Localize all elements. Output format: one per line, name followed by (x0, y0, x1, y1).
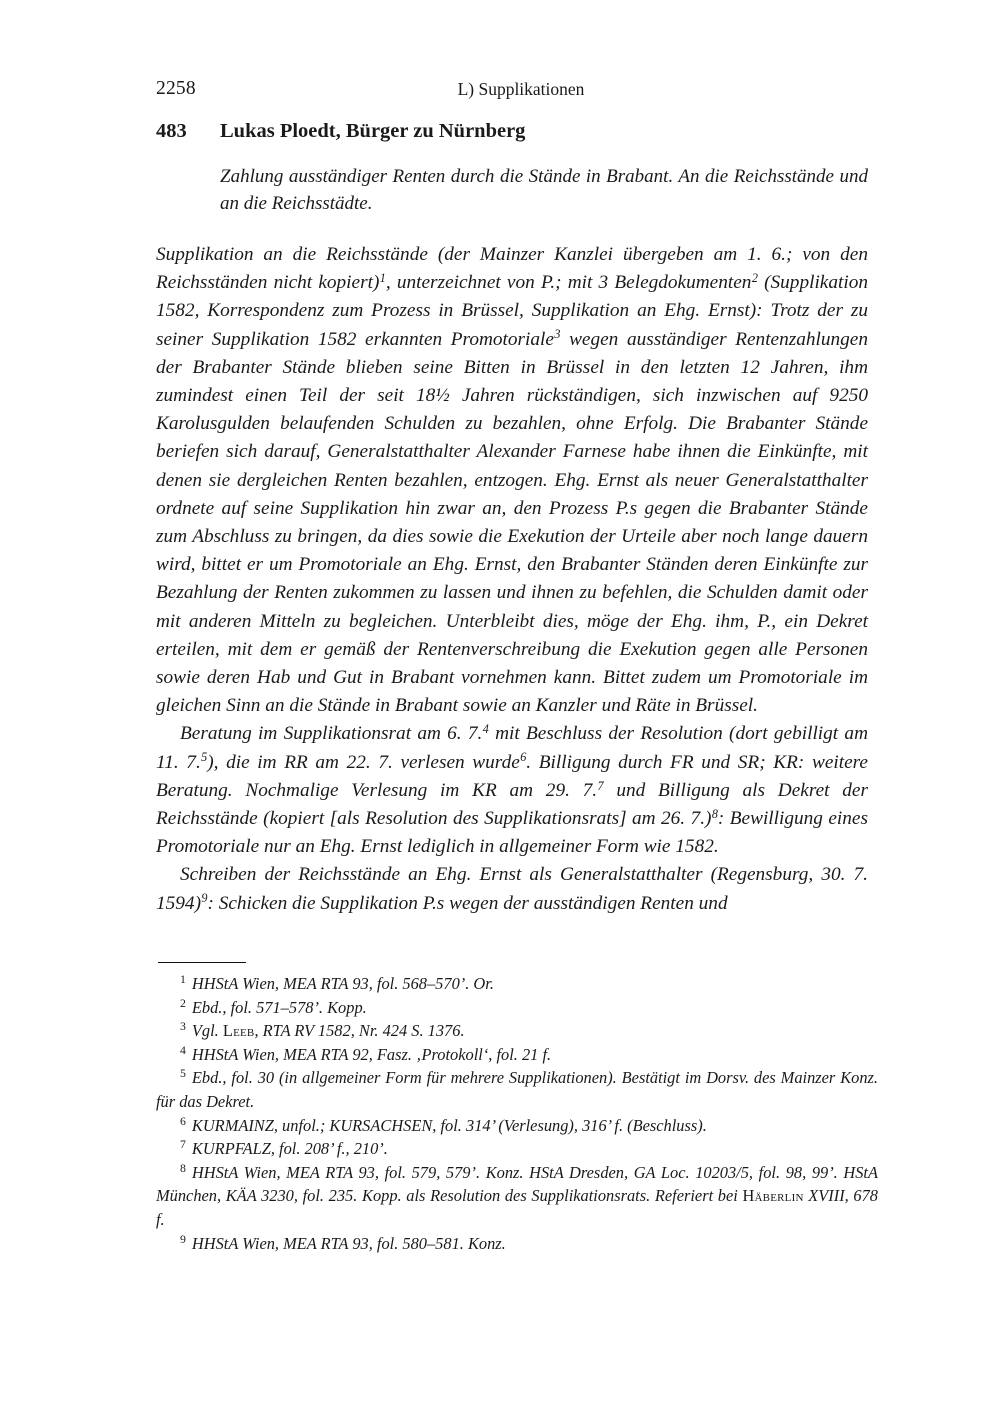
footnote-text: Ebd., fol. 30 (in allgemeiner Form für mehrere Supplikationen). Bestätigt im Dorsv. des Mainzer Konz. für das Dekret. (156, 1068, 878, 1111)
footnote-text: HHStA Wien, MEA RTA 93, fol. 568–570’. Or. (191, 974, 494, 993)
footnote-text: HHStA Wien, MEA RTA 92, Fasz. ‚Protokoll‘, fol. 21 f. (191, 1044, 552, 1064)
footnote-marker: 7 (180, 1137, 186, 1152)
entry-number: 483 (156, 120, 187, 142)
footnote-text: KURPFALZ, fol. 208’ f., 210’. (191, 1139, 388, 1159)
footnote-5 (156, 1066, 878, 1113)
footnote-7 (156, 1137, 878, 1161)
footnote-marker: 4 (180, 1042, 186, 1057)
entry-body (156, 241, 868, 918)
footnote-4 (156, 1043, 878, 1067)
footnote-8 (156, 1161, 878, 1232)
footnote-marker: 6 (180, 1113, 186, 1128)
footnote-3 (156, 1019, 878, 1043)
body-paragraph-2: Beratung im Supplikationsrat am 6. 7.$^4$ mit Beschluss der Resolution (dort gebilligt am 11. 7.$^5$), die im RR am 22. 7. verlesen wurde$^6$. Billigung durch FR und SR; KR: weitere Beratung. Nochmalige Verlesung im KR am 29. 7.$^7$ und Billigung als Dekret der Reichsstände (kopiert [als Resolution des Supplikationsrats] am 26. 7.)$^8$: Bewilligung eines Promotoriale nur an Ehg. Ernst lediglich in allgemeiner Form wie 1582. (156, 722, 868, 858)
footnote-marker: 8 (180, 1160, 186, 1175)
page-content (156, 72, 868, 918)
footnote-marker: 5 (180, 1066, 186, 1081)
page-number: 2258 (156, 78, 196, 99)
footnote-text: KURMAINZ, unfol.; KURSACHSEN, fol. 314’ (Verlesung), 316’ f. (Beschluss). (191, 1115, 707, 1135)
entry-regest: Zahlung ausständiger Renten durch die Stände in Brabant. An die Reichsstände und an die Reichsstädte. (220, 166, 868, 214)
footnote-list (156, 972, 878, 1255)
body-paragraph-1: Supplikation an die Reichsstände (der Mainzer Kanzlei übergeben am 1. 6.; von den Reichsständen nicht kopiert)$^1$, unterzeichnet von P.; mit 3 Belegdokumenten$^2$ (Supplikation 1582, Korrespondenz zum Prozess in Brüssel, Supplikation an Ehg. Ernst): Trotz der zu seiner Supplikation 1582 erkannten Promotoriale$^3$ wegen ausständiger Rentenzahlungen der Brabanter Stände blieben seine Bitten in Brüssel in den letzten 12 Jahren, ihm zumindest einen Teil der seit 18½ Jahren rückständigen, sich inzwischen auf 9250 Karolusgulden belaufenden Schulden zu bezahlen, ohne Erfolg. Die Brabanter Stände beriefen sich darauf, Generalstatthalter Alexander Farnese habe ihnen die Einkünfte, mit denen sie dergleichen Renten bezahlen, entzogen. Ehg. Ernst als neuer Generalstatthalter ordnete auf seine Supplikation hin zwar an, den Prozess P.s gegen die Brabanter Stände zum Abschluss zu bringen, da dies sowie die Exekution der Urteile aber noch lange dauern wird, bittet er um Promotoriale an Ehg. Ernst, den Brabanter Ständen deren Einkünfte zur Bezahlung der Renten zukommen zu lassen und ihnen zu befehlen, die Schulden damit oder mit anderen Mitteln zu begleichen. Unterbleibt dies, möge der Ehg. ihm, P., ein Dekret erteilen, mit dem er gemäß der Rentenverschreibung die Exekution gegen alle Personen sowie deren Hab und Gut in Brabant vornehmen kann. Bittet zudem um Promotoriale im gleichen Sinn an die Stände in Brabant sowie an Kanzler und Räte in Brüssel. (156, 244, 869, 717)
footnote-marker: 9 (180, 1231, 186, 1246)
footnote-marker: 2 (180, 995, 186, 1010)
footnote-text: Vgl. Leeb, RTA RV 1582, Nr. 424 S. 1376. (191, 1021, 465, 1041)
footnote-text: Ebd., fol. 571–578’. Kopp. (191, 997, 367, 1017)
body-paragraph-3: Schreiben der Reichsstände an Ehg. Ernst als Generalstatthalter (Regensburg, 30. 7. 1594)$^9$: Schicken die Supplikation P.s wegen der ausständigen Renten und (156, 864, 868, 914)
footnote-separator-rule (158, 962, 246, 963)
footnote-2 (156, 996, 878, 1020)
footnote-text: HHStA Wien, MEA RTA 93, fol. 580–581. Konz. (191, 1233, 506, 1253)
running-title: L) Supplikationen (457, 79, 585, 99)
footnote-9 (156, 1232, 878, 1256)
entry-title: Lukas Ploedt, Bürger zu Nürnberg (220, 120, 526, 142)
footnote-1 (156, 972, 878, 996)
running-head (156, 72, 868, 106)
footnote-text: HHStA Wien, MEA RTA 93, fol. 579, 579’. Konz. HStA Dresden, GA Loc. 10203/5, fol. 98, 99’. HStA München, KÄA 3230, fol. 235. Kopp. als Resolution des Supplikationsrats. Referiert bei Häberlin XVIII, 678 f. (156, 1162, 879, 1229)
entry-heading (156, 118, 868, 144)
footnote-marker: 3 (180, 1019, 186, 1034)
footnote-6 (156, 1114, 878, 1138)
footnote-area (156, 962, 878, 1255)
footnote-marker: 1 (180, 972, 186, 987)
